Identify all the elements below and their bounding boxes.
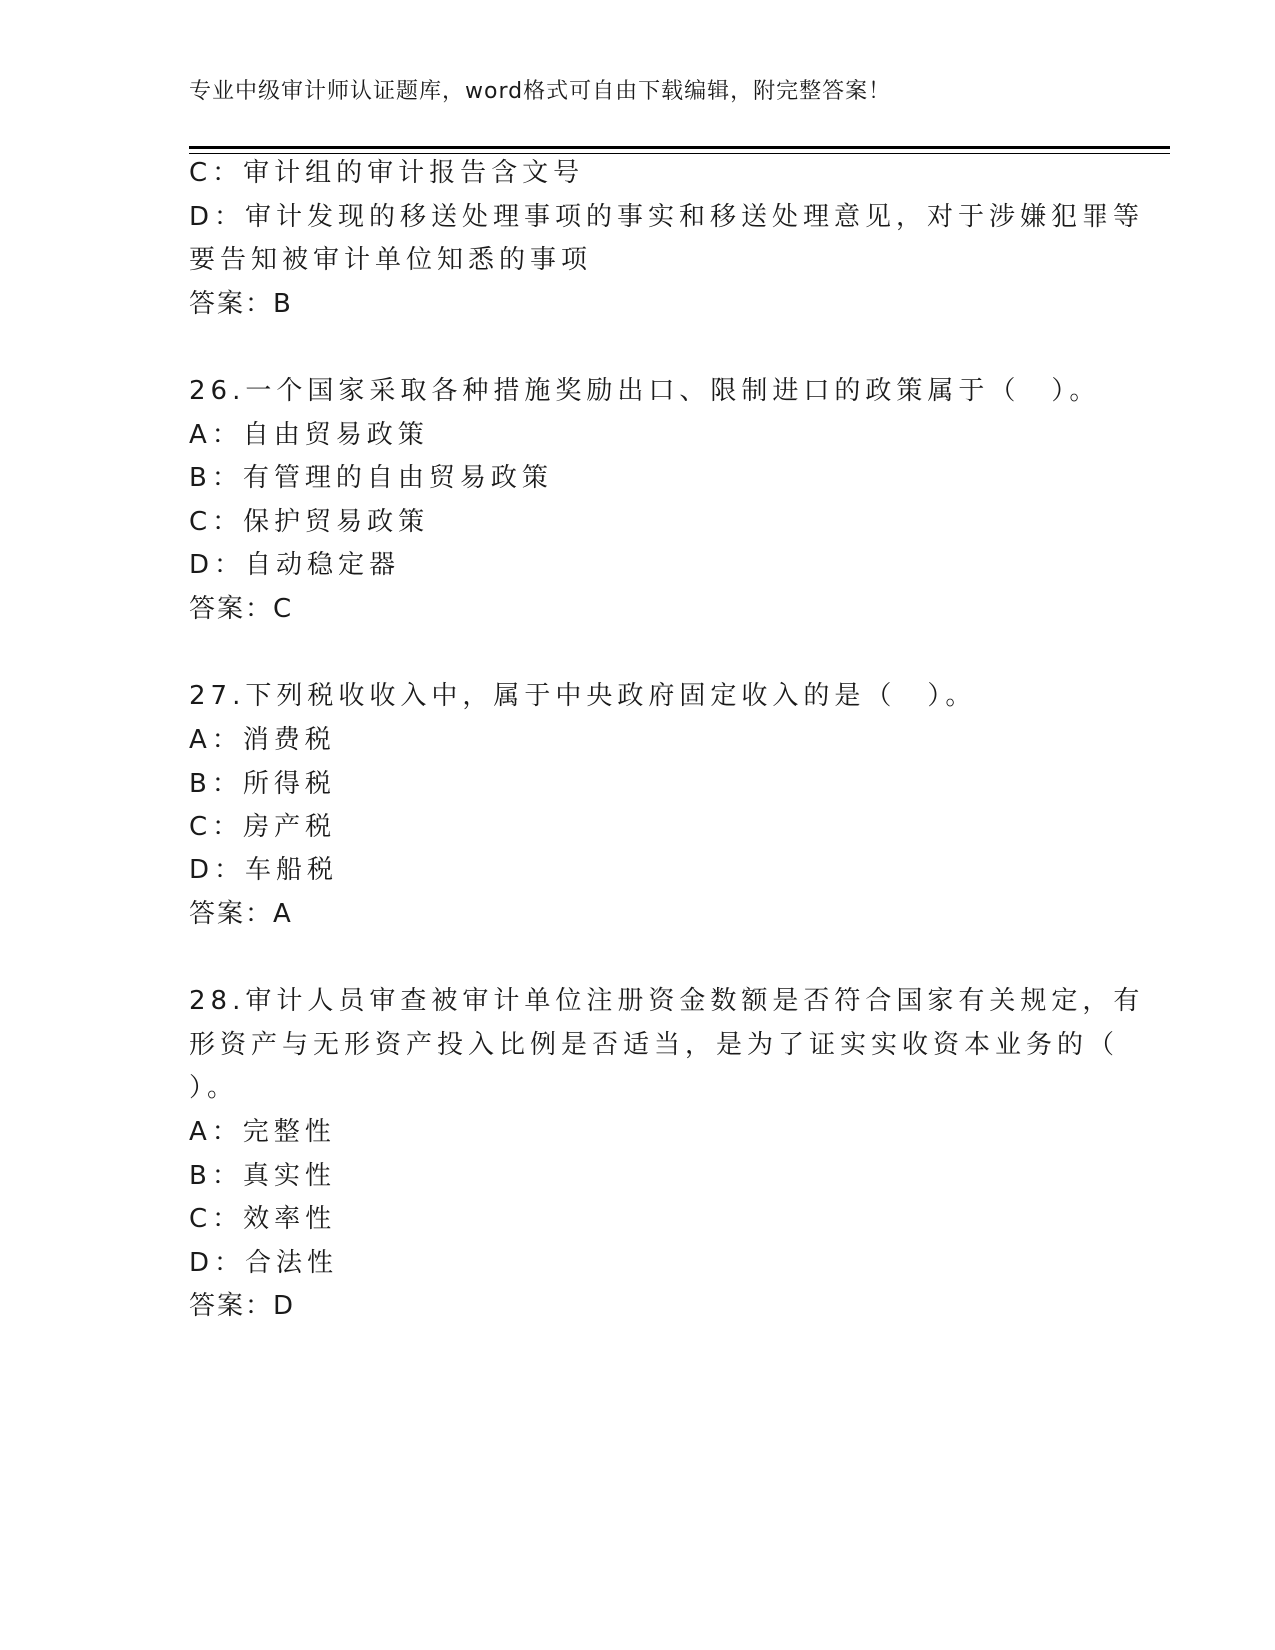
question-26-option-d: D：自动稳定器 bbox=[189, 550, 401, 580]
option-d-prev: D：审计发现的移送处理事项的事实和移送处理意见，对于涉嫌犯罪等 bbox=[189, 202, 1145, 232]
question-28-option-c: C：效率性 bbox=[189, 1204, 337, 1234]
question-28: 28.审计人员审查被审计单位注册资金数额是否符合国家有关规定，有 bbox=[189, 986, 1145, 1016]
question-28-cont-2: ）。 bbox=[189, 1073, 239, 1103]
question-26-option-a: A：自由贸易政策 bbox=[189, 420, 429, 450]
question-27-option-d: D：车船税 bbox=[189, 855, 339, 885]
question-26-option-c: C：保护贸易政策 bbox=[189, 507, 430, 537]
question-27: 27.下列税收收入中，属于中央政府固定收入的是（ ）。 bbox=[189, 681, 977, 711]
document-header: 专业中级审计师认证题库，word格式可自由下载编辑，附完整答案！ bbox=[189, 79, 892, 104]
answer-25: 答案：B bbox=[189, 289, 293, 319]
question-28-option-d: D：合法性 bbox=[189, 1248, 339, 1278]
question-26: 26.一个国家采取各种措施奖励出口、限制进口的政策属于（ ）。 bbox=[189, 376, 1101, 406]
question-26-option-b: B：有管理的自由贸易政策 bbox=[189, 463, 553, 493]
answer-26: 答案：C bbox=[189, 594, 294, 624]
header-rule-thin bbox=[189, 153, 1170, 154]
question-28-cont: 形资产与无形资产投入比例是否适当，是为了证实实收资本业务的（ bbox=[189, 1030, 1120, 1060]
header-rule-thick bbox=[189, 146, 1170, 149]
question-27-option-c: C：房产税 bbox=[189, 812, 337, 842]
option-c-prev: C：审计组的审计报告含文号 bbox=[189, 158, 585, 188]
question-28-option-b: B：真实性 bbox=[189, 1161, 336, 1191]
question-27-option-b: B：所得税 bbox=[189, 769, 336, 799]
question-27-option-a: A：消费税 bbox=[189, 725, 336, 755]
question-28-option-a: A：完整性 bbox=[189, 1117, 336, 1147]
answer-28: 答案：D bbox=[189, 1291, 296, 1321]
answer-27: 答案：A bbox=[189, 899, 293, 929]
option-d-prev-cont: 要告知被审计单位知悉的事项 bbox=[189, 245, 593, 275]
